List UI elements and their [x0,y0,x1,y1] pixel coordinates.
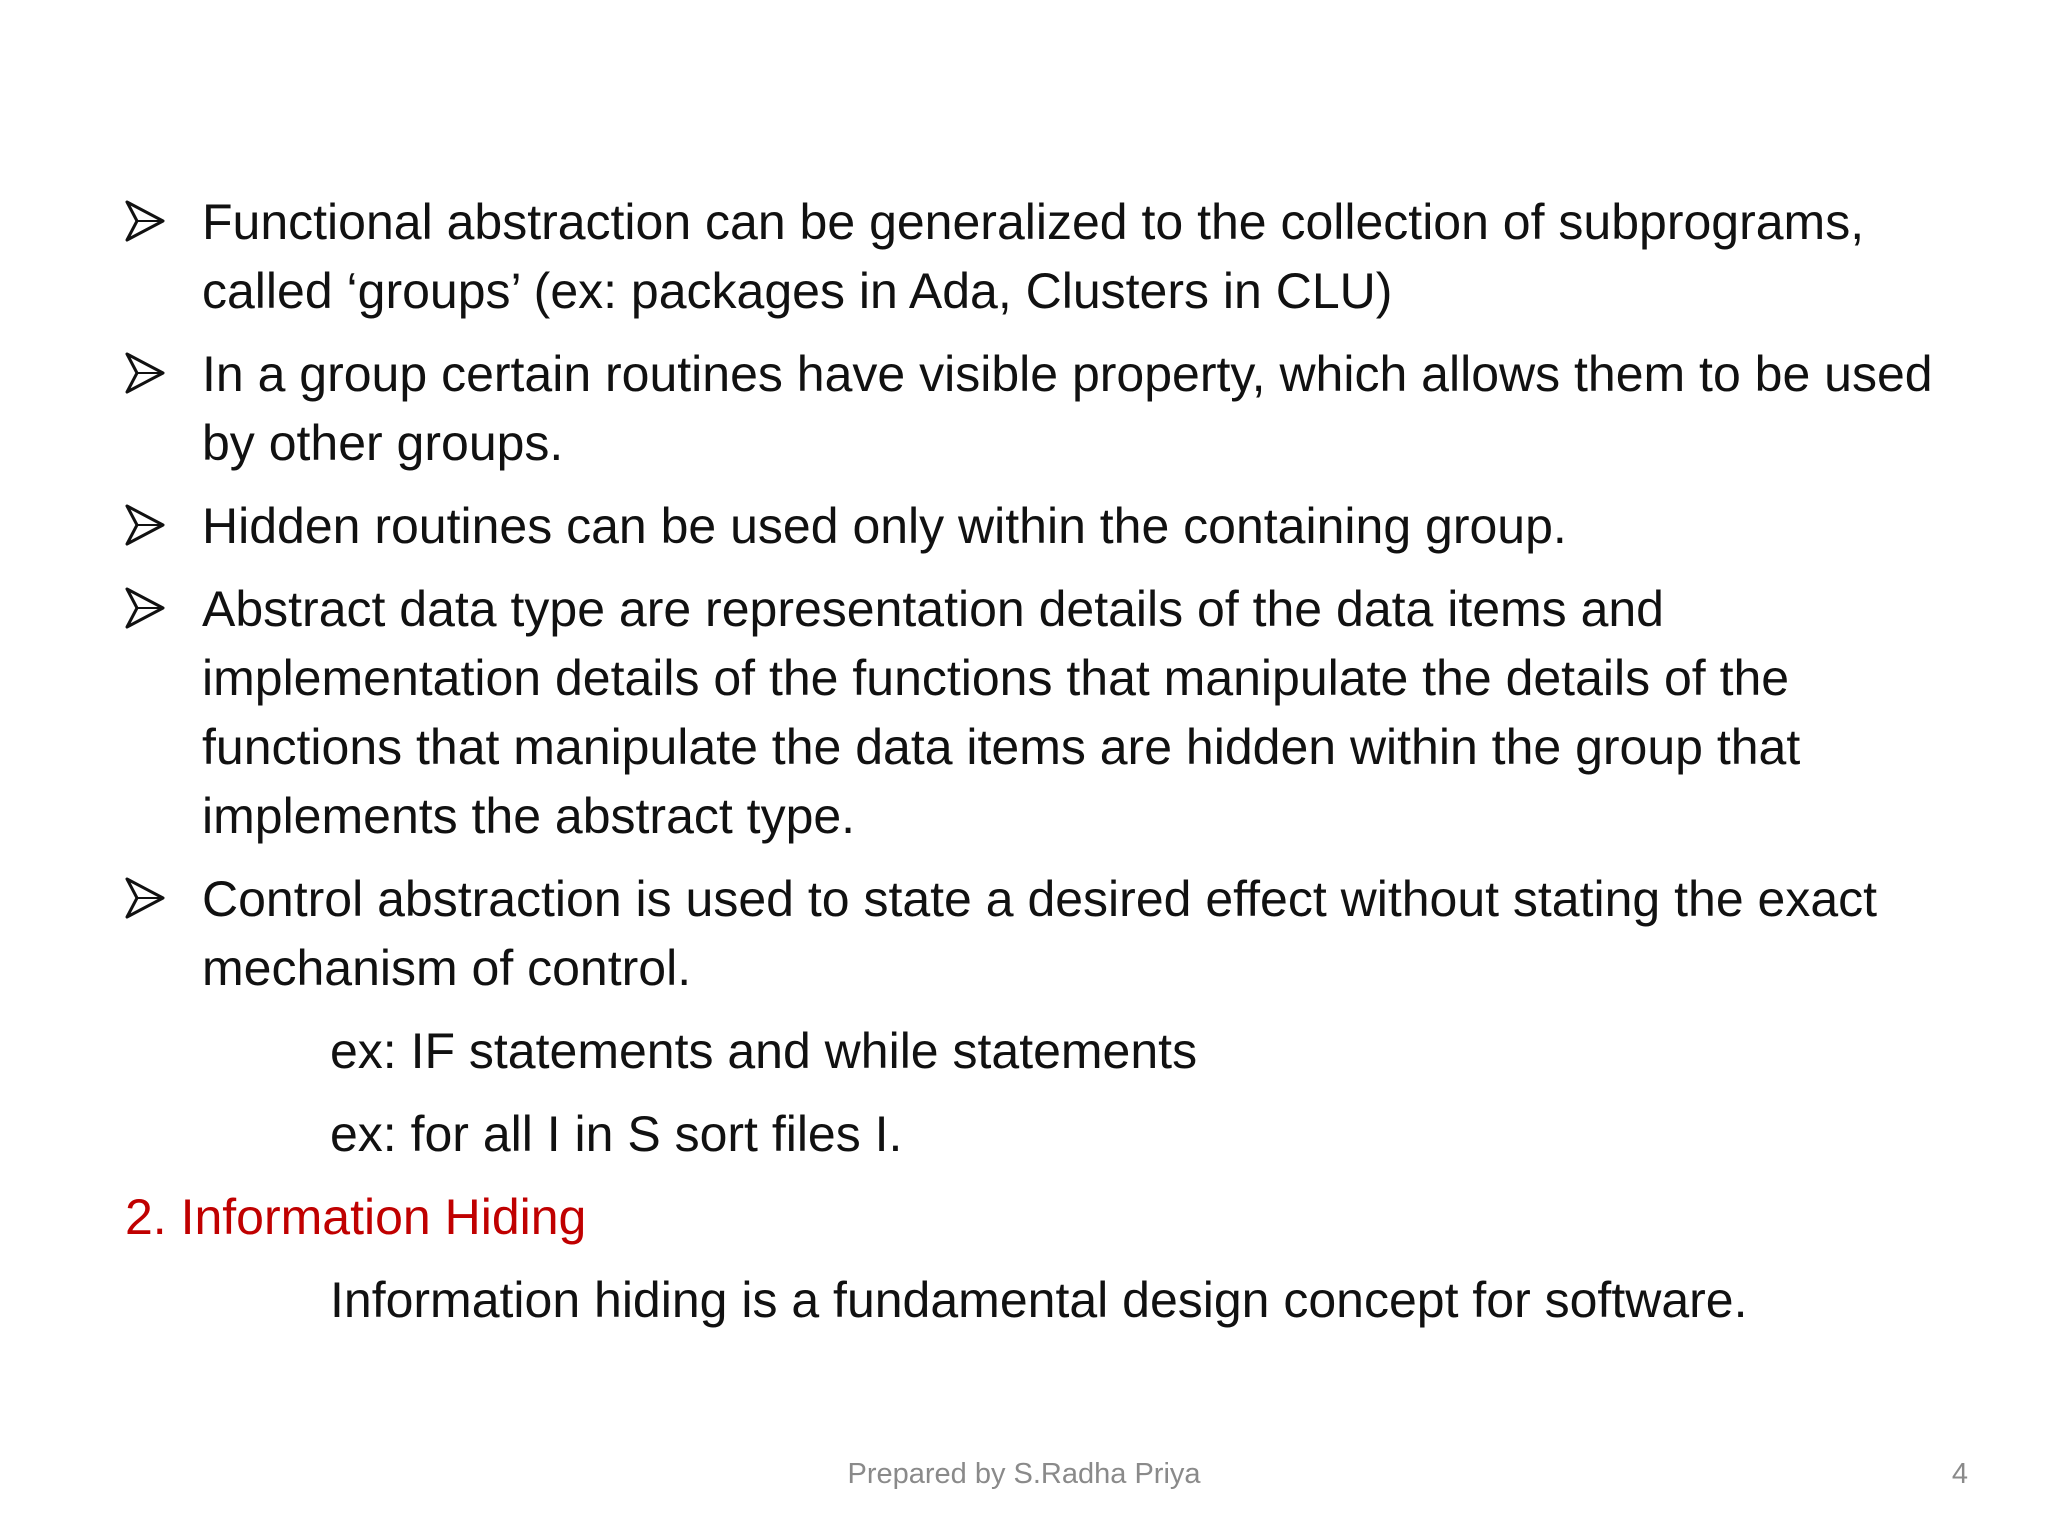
bullet-item [125,492,1955,561]
arrowhead-bullet-icon [125,877,165,919]
bullet-item [125,575,1955,851]
arrowhead-bullet-icon [125,587,165,629]
bullet-text: Control abstraction is used to state a desired effect without stating the exact mechanism of control. [202,871,1878,996]
bullet-text: Functional abstraction can be generalized to the collection of subprograms, called ‘groups’ (ex: packages in Ada, Clusters in CLU) [202,194,1865,319]
section-body: Information hiding is a fundamental design concept for software. [330,1272,1748,1328]
arrowhead-bullet-icon [125,504,165,546]
bullet-text: Abstract data type are representation details of the data items and implementation details of the functions that manipulate the details of the functions that manipulate the data items are hidden within the group that implements the abstract type. [202,581,1801,844]
page-number: 4 [1951,1458,1968,1490]
example-line: ex: for all I in S sort files I. [330,1106,903,1162]
bullet-item [125,865,1955,1003]
footer-credit: Prepared by S.Radha Priya [847,1458,1201,1490]
arrowhead-bullet-icon [125,200,165,242]
slide-content [125,188,1955,1335]
bullet-item [125,188,1955,326]
example-line: ex: IF statements and while statements [330,1023,1198,1079]
bullet-text: In a group certain routines have visible property, which allows them to be used by other groups. [202,346,1933,471]
arrowhead-bullet-icon [125,352,165,394]
section-heading: 2. Information Hiding [125,1189,587,1245]
bullet-item [125,340,1955,478]
bullet-text: Hidden routines can be used only within the containing group. [202,498,1567,554]
